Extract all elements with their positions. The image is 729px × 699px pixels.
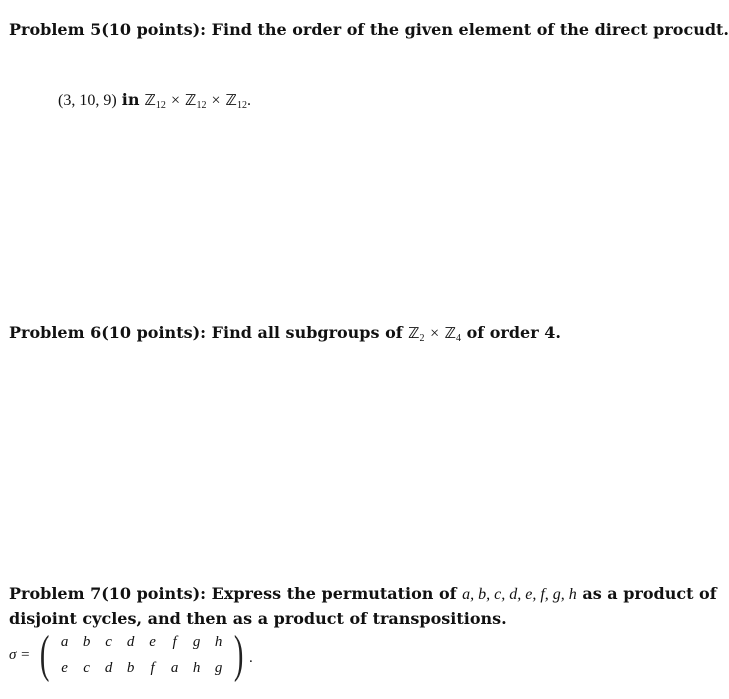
problem-7-line-2: disjoint cycles, and then as a product of transpositions.: [9, 609, 507, 628]
problem-6-title: [9, 323, 561, 344]
matrix-bottom-cell: g: [214, 659, 223, 676]
matrix-bottom-cell: f: [150, 659, 155, 676]
times-symbol: ×: [430, 325, 440, 342]
permutation-sigma: [9, 627, 253, 683]
times-symbol: ×: [211, 92, 221, 109]
matrix-top-cell: b: [82, 633, 91, 650]
matrix-bottom-cell: d: [104, 659, 113, 676]
problem-5-expression: [58, 90, 251, 111]
tuple: (3, 10, 9): [58, 92, 117, 109]
letters-list: a, b, c, d, e, f, g, h: [462, 586, 577, 603]
problem-7-title-end: as a product of: [582, 584, 717, 603]
matrix-top-cell: e: [149, 633, 156, 650]
left-parenthesis: (: [40, 626, 50, 683]
group-z4: ℤ$_4$: [444, 324, 462, 344]
in-word: in: [121, 90, 140, 109]
permutation-matrix: [54, 629, 230, 681]
problem-7-title-start: Problem 7(10 points): Express the permutation of: [9, 584, 457, 603]
matrix-top-cell: h: [214, 633, 223, 650]
matrix-top-cell: a: [60, 633, 69, 650]
end-period: .: [248, 649, 253, 666]
group-z12-1: ℤ$_{12}$: [144, 91, 166, 111]
end-period: .: [246, 92, 251, 109]
matrix-bottom-cell: h: [192, 659, 201, 676]
matrix-bottom-cell: b: [126, 659, 135, 676]
problem-6-title-start: Problem 6(10 points): Find all subgroups of: [9, 323, 403, 342]
problem-7-title: [9, 584, 717, 605]
matrix-bottom-cell: c: [83, 659, 90, 676]
times-symbol: ×: [170, 92, 181, 109]
matrix-bottom-cell: e: [61, 659, 68, 676]
matrix-bottom-cell: a: [170, 659, 179, 676]
group-z12-3: ℤ$_{12}$: [225, 91, 247, 111]
matrix-top-cell: c: [105, 633, 112, 650]
matrix-top-cell: g: [192, 633, 201, 650]
group-z2: ℤ$_2$: [408, 324, 425, 344]
matrix-top-cell: f: [172, 633, 177, 650]
problem-6-title-end: of order 4.: [466, 323, 561, 342]
problem-5-title: Problem 5(10 points): Find the order of the given element of the direct procudt.: [9, 20, 729, 39]
matrix-top-cell: d: [126, 633, 135, 650]
sigma-label: σ =: [9, 646, 31, 663]
right-parenthesis: ): [233, 626, 244, 683]
group-z12-2: ℤ$_{12}$: [185, 91, 207, 111]
